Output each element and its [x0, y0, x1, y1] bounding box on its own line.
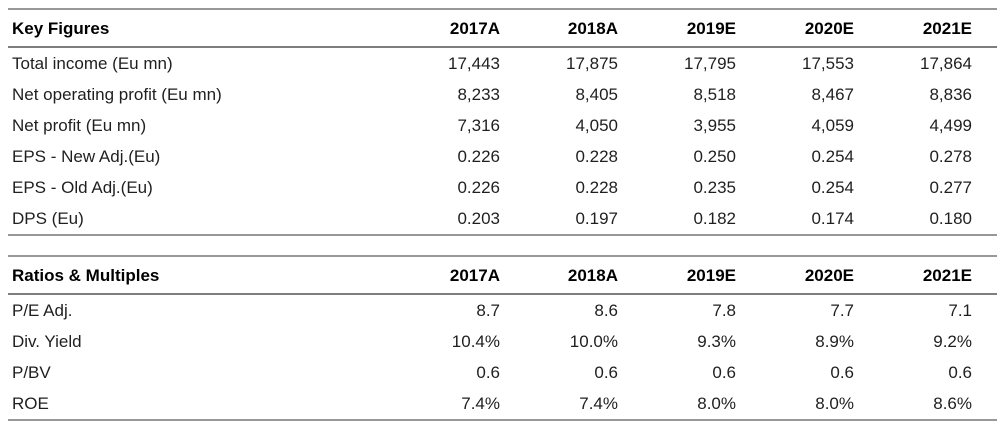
- cell-value: 17,443: [448, 54, 500, 73]
- column-header-2020E: 2020E: [736, 256, 854, 294]
- cell-value: 8.0%: [736, 388, 854, 420]
- cell-value: 7.1: [948, 301, 972, 320]
- cell-value: 8.6: [594, 301, 618, 320]
- cell-value: 0.228: [575, 178, 618, 197]
- section-divider-gap: [0, 236, 1005, 255]
- ratios-multiples-header-row: [8, 256, 997, 294]
- row-label: EPS - New Adj.(Eu): [12, 147, 161, 166]
- row-label: Total income (Eu mn): [12, 54, 173, 73]
- row-label: Div. Yield: [12, 332, 82, 351]
- cell-value: 0.277: [929, 178, 972, 197]
- column-header-2018A: 2018A: [500, 256, 618, 294]
- row-label: DPS (Eu): [8, 203, 382, 235]
- cell-value: 0.254: [811, 178, 854, 197]
- cell-value: 8,518: [693, 85, 736, 104]
- column-header-2021E: 2021E: [854, 9, 997, 47]
- key-figures-header-row: [8, 9, 997, 47]
- row-label: Net profit (Eu mn): [12, 116, 147, 135]
- cell-value: 7.4%: [382, 388, 500, 420]
- cell-value: 17,553: [802, 54, 854, 73]
- cell-value: 10.4%: [451, 332, 500, 351]
- column-header-2019E: 2019E: [618, 9, 736, 47]
- table-row: [8, 141, 997, 172]
- table-row: [8, 294, 997, 326]
- cell-value: 4,050: [575, 116, 618, 135]
- column-header-2018A: 2018A: [500, 9, 618, 47]
- cell-value: 0.228: [575, 147, 618, 166]
- cell-value: 7.8: [712, 301, 736, 320]
- cell-value: 0.180: [854, 203, 997, 235]
- row-label: EPS - Old Adj.(Eu): [12, 178, 153, 197]
- ratios-multiples-section-title: Ratios & Multiples: [8, 256, 382, 294]
- cell-value: 0.174: [736, 203, 854, 235]
- table-row: [8, 172, 997, 203]
- ratios-multiples-table: [8, 255, 997, 421]
- cell-value: 0.197: [500, 203, 618, 235]
- cell-value: 0.235: [693, 178, 736, 197]
- table-row: [8, 388, 997, 420]
- column-header-2020E: 2020E: [736, 9, 854, 47]
- cell-value: 9.3%: [697, 332, 736, 351]
- cell-value: 17,864: [920, 54, 972, 73]
- cell-value: 0.6: [594, 363, 618, 382]
- cell-value: 9.2%: [933, 332, 972, 351]
- cell-value: 7,316: [457, 116, 500, 135]
- cell-value: 8,405: [575, 85, 618, 104]
- cell-value: 0.226: [457, 147, 500, 166]
- column-header-2017A: 2017A: [382, 9, 500, 47]
- cell-value: 0.203: [382, 203, 500, 235]
- column-header-2019E: 2019E: [618, 256, 736, 294]
- cell-value: 8.0%: [618, 388, 736, 420]
- table-row: [8, 47, 997, 79]
- row-label: Net operating profit (Eu mn): [12, 85, 222, 104]
- key-figures-table: [8, 8, 997, 236]
- cell-value: 10.0%: [569, 332, 618, 351]
- cell-value: 3,955: [693, 116, 736, 135]
- cell-value: 7.4%: [500, 388, 618, 420]
- key-figures-section-title: Key Figures: [8, 9, 382, 47]
- column-header-2017A: 2017A: [382, 256, 500, 294]
- cell-value: 0.6: [948, 363, 972, 382]
- cell-value: 8.7: [476, 301, 500, 320]
- cell-value: 8.6%: [854, 388, 997, 420]
- cell-value: 4,499: [929, 116, 972, 135]
- cell-value: 0.182: [618, 203, 736, 235]
- cell-value: 0.226: [457, 178, 500, 197]
- cell-value: 7.7: [830, 301, 854, 320]
- row-label: P/BV: [12, 363, 51, 382]
- cell-value: 0.6: [476, 363, 500, 382]
- column-header-2021E: 2021E: [854, 256, 997, 294]
- cell-value: 4,059: [811, 116, 854, 135]
- cell-value: 17,795: [684, 54, 736, 73]
- table-row: [8, 357, 997, 388]
- table-row: [8, 110, 997, 141]
- cell-value: 17,875: [566, 54, 618, 73]
- cell-value: 0.6: [830, 363, 854, 382]
- row-label: ROE: [8, 388, 382, 420]
- cell-value: 8.9%: [815, 332, 854, 351]
- cell-value: 8,467: [811, 85, 854, 104]
- cell-value: 0.250: [693, 147, 736, 166]
- table-row: [8, 203, 997, 235]
- cell-value: 8,233: [457, 85, 500, 104]
- cell-value: 8,836: [929, 85, 972, 104]
- table-row: [8, 326, 997, 357]
- cell-value: 0.6: [712, 363, 736, 382]
- cell-value: 0.278: [929, 147, 972, 166]
- table-row: [8, 79, 997, 110]
- cell-value: 0.254: [811, 147, 854, 166]
- row-label: P/E Adj.: [12, 301, 73, 320]
